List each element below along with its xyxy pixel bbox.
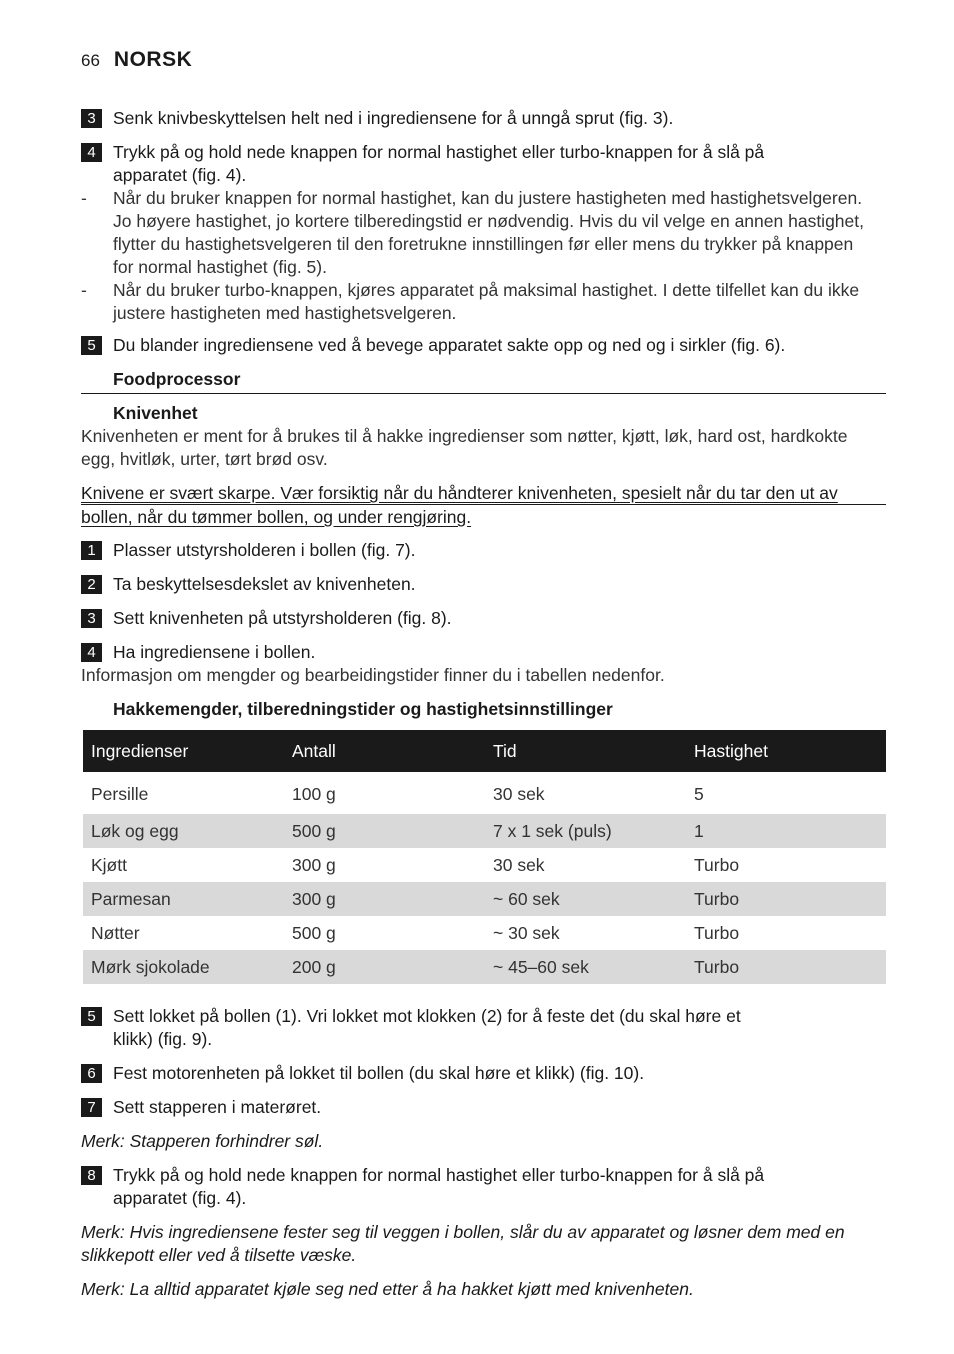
step-number-badge: 2 (81, 575, 102, 594)
table-row (83, 772, 886, 814)
table-cell: 300 g (284, 882, 485, 916)
step-number-badge: 5 (81, 1007, 102, 1026)
info-text: Informasjon om mengder og bearbeidingstider finner du i tabellen nedenfor. (81, 665, 665, 685)
note-line: slikkepott eller ved å tilsette væske. (81, 1245, 357, 1265)
bullet-item (81, 279, 886, 325)
section-title: Foodprocessor (113, 369, 241, 389)
table-row (83, 848, 886, 882)
step-text (113, 1164, 886, 1210)
step-5-food (81, 1005, 886, 1051)
subsection-title: Knivenhet (113, 403, 198, 423)
step-text: Ha ingrediensene i bollen. (113, 642, 316, 662)
table-cell: 5 (694, 783, 704, 804)
table-cell: Turbo (686, 950, 886, 984)
step-text-line: Sett lokket på bollen (1). Vri lokket mot klokken (2) for å feste det (du skal høre et (113, 1006, 741, 1026)
warning-line: Knivene er svært skarpe. Vær forsiktig når du håndterer knivenheten, spesielt når du tar den ut av (81, 483, 838, 503)
note: Merk: La alltid apparatet kjøle seg ned etter å ha hakket kjøtt med knivenheten. (81, 1279, 694, 1299)
table-row (83, 814, 886, 848)
table-heading (81, 698, 886, 721)
step-text: Fest motorenheten på lokket til bollen (du skal høre et klikk) (fig. 10). (113, 1063, 645, 1083)
table-cell: 7 x 1 sek (puls) (485, 814, 686, 848)
table-cell: 500 g (284, 814, 485, 848)
step-6-food (81, 1062, 886, 1085)
step-8-food (81, 1164, 886, 1210)
bullet-line: justere hastigheten med hastighetsvelgeren. (113, 303, 457, 323)
step-7-food (81, 1096, 886, 1119)
table-cell: ~ 60 sek (485, 882, 686, 916)
chopping-table (83, 730, 886, 984)
step-text: Sett knivenheten på utstyrsholderen (fig. 8). (113, 608, 452, 628)
warning-paragraph (81, 482, 886, 529)
step-2-food (81, 573, 886, 596)
bullet-line: Jo høyere hastighet, jo kortere tilberedingstid er nødvendig. Hvis du vil velge en annen hastighet, (113, 211, 864, 231)
table-cell: Mørk sjokolade (83, 950, 284, 984)
table-cell: Parmesan (83, 882, 284, 916)
bullet-line: flytter du hastighetsvelgeren til den foretrukne innstillingen før eller mens du trykker på knappen (113, 234, 854, 254)
column-header: Ingredienser (83, 730, 284, 772)
step-text-line: Trykk på og hold nede knappen for normal hastighet eller turbo-knappen for å slå på (113, 1165, 765, 1185)
table-cell: ~ 30 sek (493, 922, 560, 943)
table-cell: Turbo (694, 922, 740, 943)
intro-paragraph (81, 425, 886, 471)
warning-line: bollen, når du tømmer bollen, og under rengjøring. (81, 507, 472, 527)
note (81, 1221, 886, 1267)
column-header: Tid (485, 730, 686, 772)
step-4-food (81, 641, 886, 687)
step-number-badge: 3 (81, 109, 102, 128)
step-text: Senk knivbeskyttelsen helt ned i ingrediensene for å unngå sprut (fig. 3). (113, 108, 674, 128)
step-text (113, 1005, 886, 1051)
step-text-line: apparatet (fig. 4). (113, 1188, 247, 1208)
step-1-food (81, 539, 886, 562)
bullet-line: Når du bruker knappen for normal hastighet, kan du justere hastigheten med hastighetsvelgeren. (113, 188, 863, 208)
step-text-line: klikk) (fig. 9). (113, 1029, 213, 1049)
table-cell: Turbo (694, 854, 740, 875)
table-cell: 500 g (292, 922, 336, 943)
page-number: 66 (81, 51, 100, 70)
step-text-line: apparatet (fig. 4). (113, 165, 247, 185)
table-cell: 100 g (292, 783, 336, 804)
step-text: Ta beskyttelsesdekslet av knivenheten. (113, 574, 416, 594)
step-text: Du blander ingrediensene ved å bevege apparatet sakte opp og ned og i sirkler (fig. 6). (113, 335, 786, 355)
bullet-item (81, 187, 886, 279)
section-divider (81, 393, 886, 394)
step-number-badge: 7 (81, 1098, 102, 1117)
step-number-badge: 4 (81, 643, 102, 662)
step-3-food (81, 607, 886, 630)
table-cell: Nøtter (91, 922, 140, 943)
paragraph-line: Knivenheten er ment for å brukes til å hakke ingredienser som nøtter, kjøtt, løk, hard ost, hardkokte (81, 426, 848, 446)
step-5-blender (81, 334, 886, 357)
step-text: Plasser utstyrsholderen i bollen (fig. 7). (113, 540, 416, 560)
step-text-line: Trykk på og hold nede knappen for normal hastighet eller turbo-knappen for å slå på (113, 142, 765, 162)
step-number-badge: 3 (81, 609, 102, 628)
step-number-badge: 6 (81, 1064, 102, 1083)
page-header (81, 48, 192, 72)
bullet-dash: - (81, 280, 87, 300)
table-cell: 1 (686, 814, 886, 848)
table-cell: Turbo (686, 882, 886, 916)
step-number-badge: 1 (81, 541, 102, 560)
note-line: Merk: Hvis ingrediensene fester seg til veggen i bollen, slår du av apparatet og løsner dem med en (81, 1222, 845, 1242)
paragraph-line: egg, hvitløk, urter, tørt brød osv. (81, 449, 328, 469)
table-cell: Persille (91, 783, 149, 804)
table-cell: 30 sek (493, 783, 545, 804)
table-cell: 300 g (292, 854, 336, 875)
table-cell: Løk og egg (83, 814, 284, 848)
note: Merk: Stapperen forhindrer søl. (81, 1131, 324, 1151)
step-number-badge: 4 (81, 143, 102, 162)
table-cell: Kjøtt (91, 854, 127, 875)
step-text (113, 141, 886, 187)
table-cell: ~ 45–60 sek (485, 950, 686, 984)
bullet-line: for normal hastighet (fig. 5). (113, 257, 327, 277)
table-cell: 30 sek (493, 854, 545, 875)
section-heading (81, 368, 886, 391)
step-3-blender (81, 107, 886, 130)
step-4-blender (81, 141, 886, 325)
table-row (83, 950, 886, 984)
bullet-line: Når du bruker turbo-knappen, kjøres apparatet på maksimal hastighet. I dette tilfellet kan du ikke (113, 280, 860, 300)
table-cell: 200 g (284, 950, 485, 984)
language-heading: NORSK (113, 48, 193, 71)
table-title: Hakkemengder, tilberedningstider og hastighetsinnstillinger (113, 699, 613, 719)
table-header-row (83, 730, 886, 772)
step-number-badge: 8 (81, 1166, 102, 1185)
table-row (83, 916, 886, 950)
column-header: Antall (284, 730, 485, 772)
step-number-badge: 5 (81, 336, 102, 355)
bullet-dash: - (81, 188, 87, 208)
step-text: Sett stapperen i materøret. (113, 1097, 322, 1117)
column-header: Hastighet (686, 730, 886, 772)
subsection (81, 402, 886, 471)
table-row (83, 882, 886, 916)
